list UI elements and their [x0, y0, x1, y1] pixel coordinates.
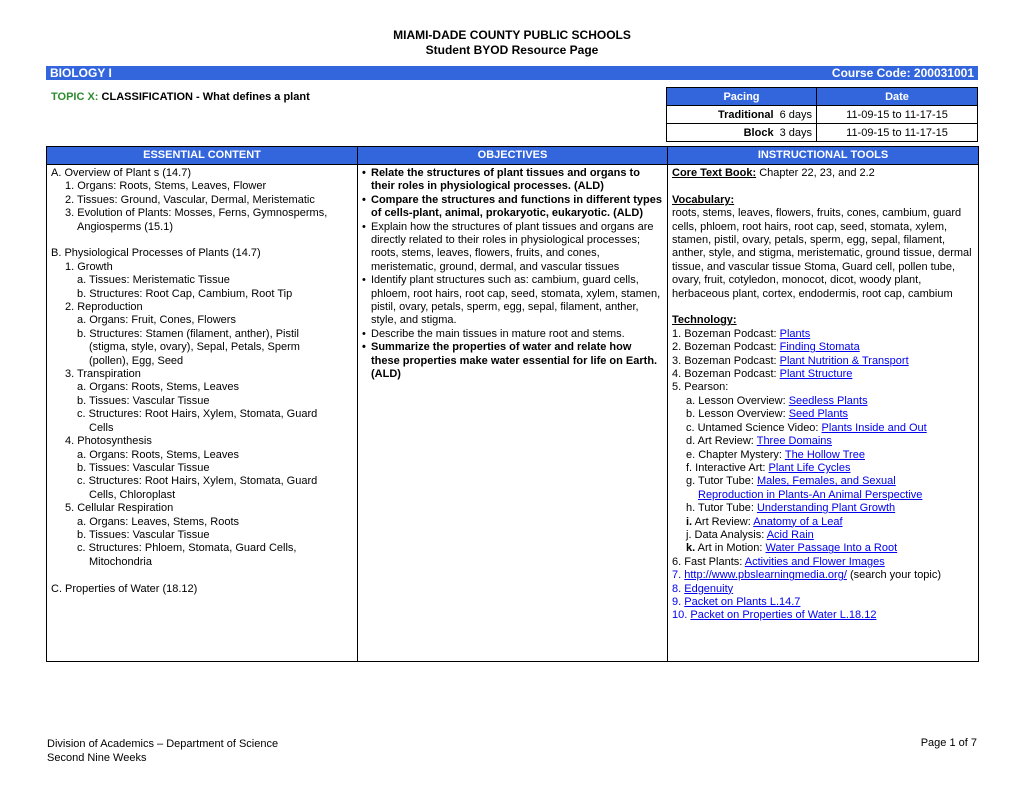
sexual-reproduction-link-cont[interactable]: Reproduction in Plants-An Animal Perspective — [698, 488, 923, 501]
pacing-date: 11-09-15 to 11-17-15 — [817, 124, 978, 142]
plants-inside-out-link[interactable]: Plants Inside and Out — [821, 421, 927, 434]
pacing-table — [666, 87, 978, 142]
list-item: 10. Packet on Properties of Water L.18.12 — [672, 609, 877, 622]
plant-growth-link[interactable]: Understanding Plant Growth — [756, 502, 896, 515]
list-item: b. Tissues: Vascular Tissue — [77, 528, 210, 541]
list-item: 1. Organs: Roots, Stems, Leaves, Flower — [65, 180, 267, 193]
school-title: MIAMI-DADE COUNTY PUBLIC SCHOOLS — [393, 28, 631, 42]
footer — [47, 737, 278, 765]
course-name: BIOLOGY I — [50, 66, 112, 80]
list-item: 1. Bozeman Podcast: Plants — [672, 327, 811, 340]
objective-item: • Relate the structures of plant tissues and organs to their roles in physiological processes. (ALD) — [362, 167, 640, 193]
list-item: a. Tissues: Meristematic Tissue — [77, 274, 230, 287]
vocabulary-label: Vocabulary: — [672, 193, 735, 206]
list-item: j. Data Analysis: Acid Rain — [686, 528, 814, 541]
pacing-date: 11-09-15 to 11-17-15 — [817, 106, 978, 124]
plant-life-cycles-link[interactable]: Plant Life Cycles — [768, 461, 851, 474]
plant-structure-link[interactable]: Plant Structure — [779, 368, 853, 381]
list-item: b. Tissues: Vascular Tissue — [77, 394, 210, 407]
essential-content-header: ESSENTIAL CONTENT — [47, 147, 357, 165]
pacing-row — [667, 124, 978, 142]
list-item: a. Organs: Roots, Stems, Leaves — [77, 381, 240, 394]
list-item: 8. Edgenuity — [672, 582, 734, 595]
footer-division: Division of Academics – Department of Science — [47, 738, 279, 750]
seedless-plants-link[interactable]: Seedless Plants — [788, 394, 868, 407]
list-item: 4. Bozeman Podcast: Plant Structure — [672, 368, 853, 381]
list-item: C. Properties of Water (18.12) — [51, 582, 198, 595]
instructional-tools-column — [668, 147, 978, 661]
list-item: c. Structures: Root Hairs, Xylem, Stomata, Guard — [77, 475, 318, 488]
pacing-days: 6 days — [779, 108, 812, 121]
objective-item: • Explain how the structures of plant tissues and organs are directly related to their roles in physiological processes; roots, stems, leaves, flowers, fruits, and cones, meristematic, ground, dermal, and vascular tissues — [362, 220, 654, 273]
list-item: 4. Photosynthesis — [65, 435, 152, 448]
technology-label: Technology: — [672, 314, 737, 327]
objective-item: • Identify plant structures such as: cambium, guard cells, phloem, root hairs, root cap, seed, stomata, xylem, stamen, pistil, ovary, petals, sperm, egg, sepal, filament, anther, style, and stigma. — [362, 274, 661, 327]
packet-water-link[interactable]: Packet on Properties of Water L.18.12 — [690, 609, 877, 622]
page-subtitle: Student BYOD Resource Page — [425, 43, 599, 57]
fast-plants-link[interactable]: Activities and Flower Images — [744, 555, 885, 568]
list-item: Cells, Chloroplast — [89, 488, 176, 501]
list-item: c. Structures: Phloem, Stomata, Guard Cells, — [77, 542, 297, 555]
objectives-header: OBJECTIVES — [358, 147, 667, 165]
plants-link[interactable]: Plants — [779, 327, 811, 340]
plant-nutrition-link[interactable]: Plant Nutrition & Transport — [779, 354, 909, 367]
water-passage-link[interactable]: Water Passage Into a Root — [765, 542, 898, 555]
list-item: (stigma, style, ovary), Sepal, Petals, Sperm — [89, 341, 300, 354]
list-item: f. Interactive Art: Plant Life Cycles — [686, 461, 851, 474]
page-number: Page 1 of 7 — [920, 737, 977, 749]
list-item: 5. Pearson: — [672, 381, 729, 394]
list-item: d. Art Review: Three Domains — [686, 435, 832, 448]
edgenuity-link[interactable]: Edgenuity — [684, 582, 734, 595]
footer-term: Second Nine Weeks — [47, 752, 147, 764]
list-item: c. Structures: Root Hairs, Xylem, Stomata, Guard — [77, 408, 318, 421]
list-item: a. Lesson Overview: Seedless Plants — [686, 394, 868, 407]
list-item: i. Art Review: Anatomy of a Leaf — [686, 515, 843, 528]
pbs-learning-link[interactable]: http://www.pbslearningmedia.org/ — [684, 569, 847, 582]
list-item: c. Untamed Science Video: Plants Inside and Out — [686, 421, 927, 434]
course-code: Course Code: 200031001 — [831, 66, 974, 80]
list-item: Angiosperms (15.1) — [77, 220, 173, 233]
list-item: h. Tutor Tube: Understanding Plant Growth — [686, 502, 896, 515]
list-item: 6. Fast Plants: Activities and Flower Images — [672, 555, 885, 568]
list-item: e. Chapter Mystery: The Hollow Tree — [686, 448, 865, 461]
list-item: b. Structures: Root Cap, Cambium, Root Tip — [77, 287, 293, 300]
list-item: 7. http://www.pbslearningmedia.org/ (search your topic) — [672, 569, 942, 582]
list-item: a. Organs: Fruit, Cones, Flowers — [77, 314, 236, 327]
instructional-tools-header: INSTRUCTIONAL TOOLS — [668, 147, 978, 165]
list-item: b. Structures: Stamen (filament, anther), Pistil — [77, 327, 299, 340]
list-item: 9. Packet on Plants L.14.7 — [672, 595, 801, 608]
finding-stomata-link[interactable]: Finding Stomata — [779, 341, 860, 354]
essential-content-column — [47, 147, 358, 661]
seed-plants-link[interactable]: Seed Plants — [788, 408, 849, 421]
list-item: 3. Transpiration — [65, 368, 141, 381]
list-item: 3. Evolution of Plants: Mosses, Ferns, Gymnosperms, — [65, 207, 328, 220]
list-item: g. Tutor Tube: Males, Females, and Sexual — [686, 475, 896, 488]
course-bar — [46, 66, 978, 80]
pacing-label: Block — [743, 126, 774, 139]
list-item — [672, 489, 974, 502]
content-table — [46, 146, 979, 662]
pacing-row — [667, 106, 978, 124]
topic-prefix: TOPIC X: — [51, 91, 99, 103]
objective-item: • Compare the structures and functions in different types of cells-plant, animal, prokaryotic, eukaryotic. (ALD) — [362, 193, 662, 220]
list-item: 2. Reproduction — [65, 301, 143, 314]
list-item: 3. Bozeman Podcast: Plant Nutrition & Transport — [672, 354, 909, 367]
pacing-label: Traditional — [717, 108, 774, 121]
list-item: (pollen), Egg, Seed — [89, 354, 184, 367]
list-item: 2. Bozeman Podcast: Finding Stomata — [672, 341, 860, 354]
objectives-column — [358, 147, 668, 661]
pacing-header: Pacing — [667, 88, 817, 106]
list-item: a. Organs: Roots, Stems, Leaves — [77, 448, 240, 461]
list-item: 5. Cellular Respiration — [65, 502, 174, 515]
vocabulary-text: roots, stems, leaves, flowers, fruits, cones, cambium, guard cells, phloem, root hairs, root cap, seed, stomata, xylem, stamen, pistil, ovary, petals, sperm, egg, sepal, filament, anther, style, and stigma, meristematic, ground tissue, dermal tissue, and vascular tissue Stoma, Guard cell, pollen tube, ovary, fruit, cotyledon, monocot, dicot, woody plant, herbaceous plant, cortex, endodermis, root cap, cambium — [672, 207, 972, 300]
list-item: b. Lesson Overview: Seed Plants — [686, 408, 849, 421]
anatomy-leaf-link[interactable]: Anatomy of a Leaf — [753, 515, 843, 528]
core-text-book: Core Text Book: Chapter 22, 23, and 2.2 — [672, 167, 875, 179]
topic-text: CLASSIFICATION - What defines a plant — [101, 91, 310, 103]
list-item: 2. Tissues: Ground, Vascular, Dermal, Meristematic — [65, 193, 315, 206]
list-item: B. Physiological Processes of Plants (14.7) — [51, 247, 261, 260]
sexual-reproduction-link[interactable]: Males, Females, and Sexual — [756, 475, 896, 488]
objective-item: • Describe the main tissues in mature root and stems. — [362, 327, 625, 340]
hollow-tree-link[interactable]: The Hollow Tree — [784, 448, 865, 461]
list-item: Mitochondria — [89, 555, 152, 568]
list-item: b. Tissues: Vascular Tissue — [77, 461, 210, 474]
list-item: A. Overview of Plant s (14.7) — [51, 167, 191, 179]
date-header: Date — [817, 88, 978, 106]
list-item: Cells — [89, 421, 114, 434]
packet-plants-link[interactable]: Packet on Plants L.14.7 — [684, 595, 801, 608]
objective-item: • Summarize the properties of water and relate how these properties make water essential for life on Earth. (ALD) — [362, 341, 658, 381]
list-item: a. Organs: Leaves, Stems, Roots — [77, 515, 240, 528]
acid-rain-link[interactable]: Acid Rain — [766, 528, 814, 541]
pacing-days: 3 days — [779, 126, 812, 139]
topic-heading — [51, 91, 310, 103]
three-domains-link[interactable]: Three Domains — [756, 435, 832, 448]
list-item: k. Art in Motion: Water Passage Into a Root — [686, 542, 898, 555]
list-item: 1. Growth — [65, 260, 113, 273]
